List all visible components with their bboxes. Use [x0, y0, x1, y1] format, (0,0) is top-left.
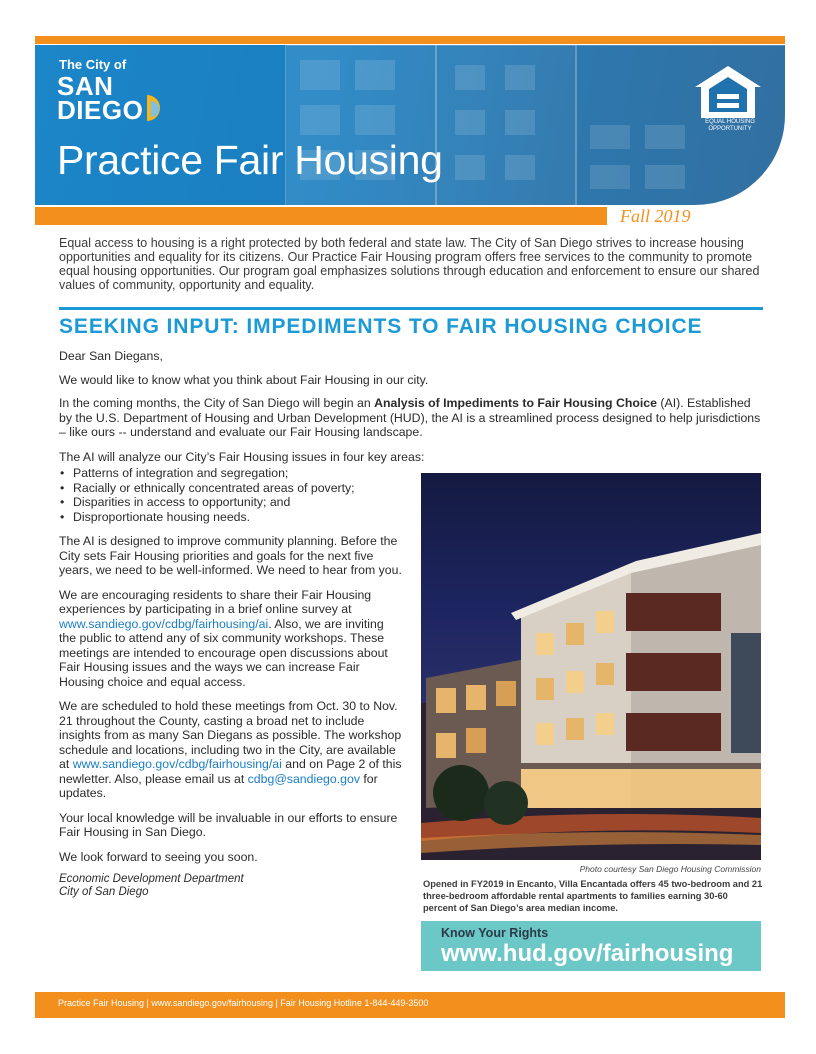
paragraph-6-end: for updates.	[59, 771, 378, 800]
list-item: • Disproportionate housing needs.	[73, 510, 404, 525]
signature-department: Economic Development Department	[59, 873, 244, 885]
masthead-banner	[35, 45, 785, 205]
greeting: Dear San Diegans,	[59, 349, 163, 363]
list-item: • Racially or ethnically concentrated areas of poverty;	[73, 481, 404, 496]
paragraph-1: We would like to know what you think about Fair Housing in our city.	[59, 373, 429, 387]
email-link[interactable]: cdbg@sandiego.gov	[247, 771, 360, 786]
paragraph-4: The AI is designed to improve community planning. Before the City sets Fair Housing priorities and goals for the next five years, we need to be well-informed. We need to hear from you.	[59, 534, 402, 577]
paragraph-3: The AI will analyze our City’s Fair Housing issues in four key areas:	[59, 450, 425, 464]
san-diego-sun-logo	[145, 93, 167, 123]
section-divider	[59, 307, 763, 310]
issue-season: Fall 2019	[620, 206, 691, 226]
hud-fair-housing-link[interactable]: www.hud.gov/fairhousing	[441, 940, 734, 967]
equal-housing-label: EQUAL HOUSING OPPORTUNITY	[705, 119, 755, 132]
workshop-schedule-link[interactable]: www.sandiego.gov/cdbg/fairhousing/ai	[72, 757, 282, 771]
top-orange-bar	[35, 36, 785, 44]
survey-link[interactable]: www.sandiego.gov/cdbg/fairhousing/ai	[59, 616, 269, 631]
equal-housing-icon	[693, 63, 763, 121]
paragraph-7: Your local knowledge will be invaluable in our efforts to ensure Fair Housing in San Diego.	[59, 810, 398, 839]
paragraph-2	[59, 396, 764, 440]
list-item: • Patterns of integration and segregation;	[73, 466, 404, 481]
photo-caption: Opened in FY2019 in Encanto, Villa Encantada offers 45 two-bedroom and 21 three-bedroom affordable rental apartments to families earning 30-60 percent of San Diego’s area median income.	[423, 879, 763, 913]
paragraph-6-lead: We are scheduled to hold these meetings from Oct. 30 to Nov. 21 throughout the County, casting a broad net to include insights from as many San Diegans as possible. The workshop schedule and locations, including two in the City, are available at	[59, 699, 402, 771]
city-of-label: The City of	[59, 57, 127, 72]
photo-credit: Photo courtesy San Diego Housing Commission	[579, 864, 761, 874]
diego-wordmark: DIEGO	[57, 95, 144, 125]
villa-encantada-photo	[421, 473, 761, 860]
paragraph-2-rest: (AI). Established by the U.S. Department of Housing and Urban Development (HUD), the AI is a streamlined process designed to help jurisdictions – like ours -- understand and evaluate our Fair Housing landscape.	[59, 396, 761, 439]
section-title: SEEKING INPUT: IMPEDIMENTS TO FAIR HOUSING CHOICE	[59, 315, 703, 338]
know-your-rights-title: Know Your Rights	[441, 926, 549, 940]
intro-paragraph: Equal access to housing is a right protected by both federal and state law. The City of San Diego strives to increase housing opportunities and equality for its citizens. Our Practice Fair Housing program offers free services to the community to promote equal housing opportunities. Our program goal emphasizes solutions through education and enforcement to ensure our shared values of community, opportunity and equality.	[59, 236, 760, 292]
paragraph-5-lead: We are encouraging residents to share their Fair Housing experiences by participating in a brief online survey at	[59, 587, 372, 616]
paragraph-6-mid: and on Page 2 of this newletter. Also, please email us at	[59, 757, 402, 786]
list-item: • Disparities in access to opportunity; and	[73, 495, 404, 510]
paragraph-2-lead: In the coming months, the City of San Diego will begin an	[59, 396, 375, 410]
ai-term: Analysis of Impediments to Fair Housing Choice	[374, 396, 657, 410]
footer-text: Practice Fair Housing | www.sandiego.gov/fairhousing | Fair Housing Hotline 1-844-449-3500	[58, 998, 429, 1008]
key-areas-list	[59, 466, 404, 524]
page-title: Practice Fair Housing	[57, 137, 443, 183]
paragraph-5-rest: . Also, we are inviting the public to attend any of six community workshops. These meetings are intended to encourage open discussions about Fair Housing issues and the ways we can increase Fair Housing choice and equal access.	[59, 616, 388, 689]
paragraph-5	[59, 588, 404, 690]
left-column	[59, 466, 404, 899]
san-wordmark: SAN	[57, 71, 114, 101]
paragraph-8: We look forward to seeing you soon.	[59, 849, 258, 864]
signature-city: City of San Diego	[59, 886, 149, 898]
header-orange-bar	[35, 207, 607, 225]
paragraph-6	[59, 699, 404, 801]
